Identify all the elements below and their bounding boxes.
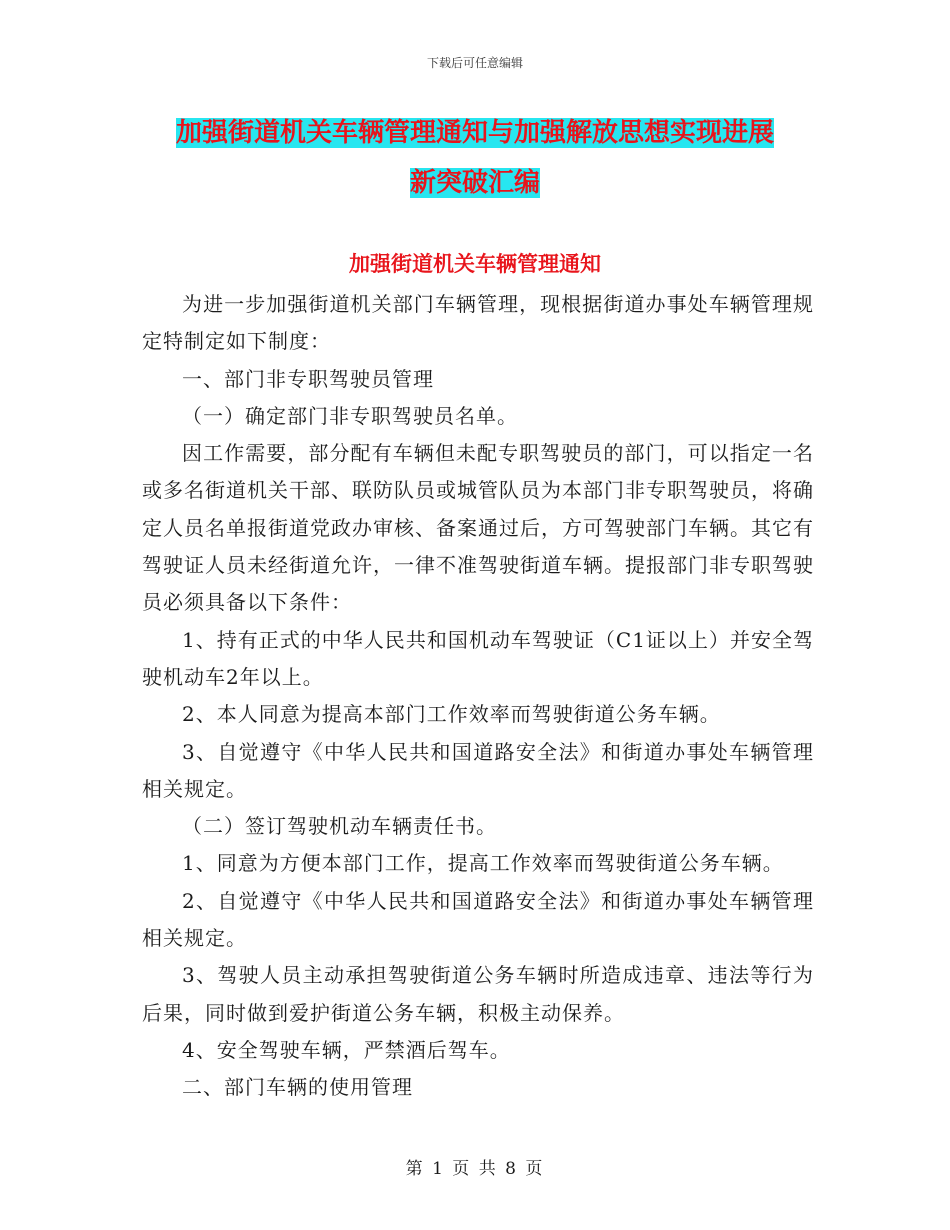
paragraph: 3、驾驶人员主动承担驾驶街道公务车辆时所造成违章、违法等行为后果，同时做到爱护街道公务车辆，积极主动保养。	[142, 963, 814, 1025]
paragraph: （二）签订驾驶机动车辆责任书。	[182, 814, 497, 839]
page-number: 第 1 页 共 8 页	[405, 1159, 545, 1179]
document-body	[142, 286, 814, 1107]
paragraph: 1、同意为方便本部门工作，提高工作效率而驾驶街道公务车辆。	[182, 851, 784, 876]
paragraph: 3、自觉遵守《中华人民共和国道路安全法》和街道办事处车辆管理相关规定。	[142, 739, 814, 801]
paragraph: 为进一步加强街道机关部门车辆管理，现根据街道办事处车辆管理规定特制定如下制度：	[142, 292, 814, 354]
page-header-note: 下载后可任意编辑	[426, 56, 523, 70]
document-title-line-2: 新突破汇编	[409, 168, 540, 198]
paragraph: 因工作需要，部分配有车辆但未配专职驾驶员的部门，可以指定一名或多名街道机关干部、联防队员或城管队员为本部门非专职驾驶员，将确定人员名单报街道党政办审核、备案通过后，方可驾驶部门车辆。其它有驾驶证人员未经街道允许，一律不准驾驶街道车辆。提报部门非专职驾驶员必须具备以下条件：	[142, 441, 814, 615]
section-title: 加强街道机关车辆管理通知	[349, 251, 601, 276]
document-title	[140, 108, 810, 208]
paragraph: 2、本人同意为提高本部门工作效率而驾驶街道公务车辆。	[182, 702, 721, 727]
document-title-line-1: 加强街道机关车辆管理通知与加强解放思想实现进展	[175, 118, 774, 148]
paragraph: 4、安全驾驶车辆，严禁酒后驾车。	[182, 1037, 511, 1062]
paragraph: （一）确定部门非专职驾驶员名单。	[182, 403, 518, 428]
paragraph: 一、部门非专职驾驶员管理	[182, 366, 434, 391]
paragraph: 二、部门车辆的使用管理	[182, 1075, 413, 1100]
paragraph: 2、自觉遵守《中华人民共和国道路安全法》和街道办事处车辆管理相关规定。	[142, 888, 814, 951]
paragraph: 1、持有正式的中华人民共和国机动车驾驶证（C1证以上）并安全驾驶机动车2年以上。	[142, 627, 814, 689]
